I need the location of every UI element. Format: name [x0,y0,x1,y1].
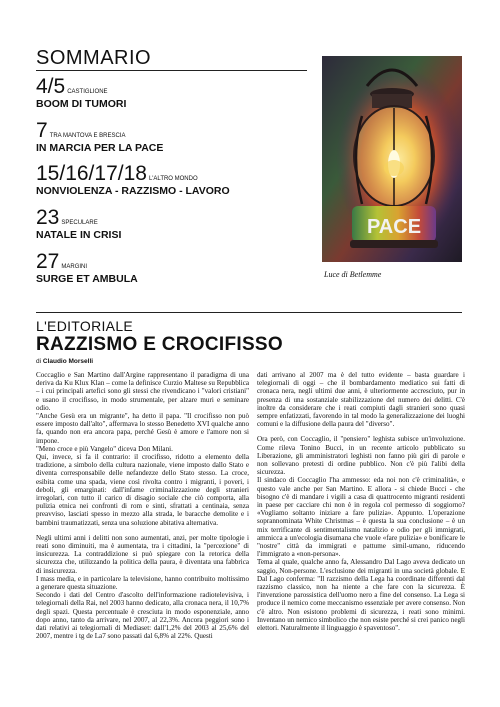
sommario-rule [36,70,307,71]
entry-headline: NONVIOLENZA - RAZZISMO - LAVORO [36,185,230,197]
lantern-photo [322,56,462,262]
paragraph: Qui, invece, si fa il contrario: il crocifisso, ridotto a elemento della tradizione, a simbolo della cultura nazionale, viene imposto dallo Stato e diventa corresponsabile delle nefandezze dello Stato stesso. La croce, esibita come una spada, viene così rivolta contro i migranti, i poveri, i deboli, gli emarginati: dall'infame criminalizzazione degli stranieri irregolari, con tutto il carico di disagio sociale che ciò comporta, alla pulizia etnica nei confronti di rom e sinti, sfrattati a centinaia, senza preavviso, lasciati spesso in mezzo alla strada, le baracche demolite e i bambini traumatizzati, senza una soluzione abitativa alternativa. [36,453,249,527]
section-label: L'EDITORIALE [36,318,134,334]
paragraph-gap [257,428,465,435]
lantern-text: PACE [366,216,422,238]
entry-location: SPECULARE [61,220,98,226]
sommario-entry[interactable] [36,120,163,154]
paragraph: "Anche Gesù era un migrante", ha detto il papa. "Il crocifisso non può essere imposto dall'alto", affermava lo stesso Benedetto XVI qualche anno fa, quando non era ancora papa, perché Gesù è amore e l'amore non si impone. [36,412,249,445]
entry-location: TRA MANTOVA E BRESCIA [49,133,126,139]
lantern-illustration [322,56,462,262]
entry-pages: 4/5 [36,75,66,98]
paragraph: dati arrivano al 2007 ma è del tutto evidente – basta guardare i telegiornali di oggi – che il bombardamento mediatico sui fatti di cronaca nera, negli ultimi due anni, è ulteriormente accresciuto, pur in presenza di una sostanziale stabilizzazione del numero dei delitti. C'è inoltre da considerare che i reati compiuti dagli stranieri sono quasi sempre enfatizzati, favorendo in tal modo la generalizzazione dei luoghi comuni e la diffusione della paura del "diverso". [257,371,465,429]
paragraph: Coccaglio e San Martino dall'Argine rappresentano il paradigma di una deriva da Ku Klux Klan – come la definisce Curzio Maltese su Repubblica – i cui principali artefici sono gli stessi che rivendicano i "valori cristiani" e usano il crocifisso, in modo strumentale, per alzare muri e seminare odio. [36,371,249,412]
byline [36,358,93,365]
article-column-left [36,371,249,641]
editoriale-rule [36,312,462,313]
paragraph: Ora però, con Coccaglio, il "pensiero" leghista subisce un'involuzione. Come rileva Tonino Bucci, in un recente articolo pubblicato su Liberazione, gli amministratori leghisti non fanno più giri di parole e non sollevano pretesti di ordine pubblico. Non c'è più l'alibi della sicurezza. [257,435,465,477]
entry-headline: BOOM DI TUMORI [36,98,127,110]
paragraph: Tema al quale, qualche anno fa, Alessandro Dal Lago aveva dedicato un saggio, Non-persone. L'esclusione dei migranti in una società globale. E Dal Lago conferma: "Il razzismo della Lega ha coordinate differenti dal razzismo classico, non ha niente a che fare con la sicurezza. È l'invenzione parossistica dell'uomo nero a fine del consenso. La Lega si produce il nemico come meccanismo essenziale per avere consenso. Non c'è altro. Non esistono problemi di sicurezza, i reati sono minimi. Inventano un nemico simbolico che non esiste perché si crei panico negli elettori. Naturalmente il linguaggio è spaventoso". [257,558,465,633]
entry-headline: SURGE ET AMBULA [36,273,138,285]
paragraph-gap [36,527,249,534]
author-name: Claudio Morselli [42,358,94,365]
entry-headline: IN MARCIA PER LA PACE [36,142,164,154]
article-column-right [257,371,465,632]
entry-location: L'ALTRO MONDO [148,176,198,182]
sommario-title: SOMMARIO [36,47,152,69]
byline-prefix: di [36,358,42,365]
entry-pages: 7 [36,119,48,142]
photo-caption: Luce di Betlemme [324,270,382,279]
entry-location: MARGINI [61,264,88,270]
sommario-entry[interactable] [36,163,230,197]
paragraph: I mass media, e in particolare la televisione, hanno contribuito moltissimo a generare questa situazione. [36,574,249,592]
entry-pages: 23 [36,206,60,229]
paragraph: Secondo i dati del Centro d'ascolto dell'informazione radiotelevisiva, i telegiornali della Rai, nel 2003 hanno dedicato, alla cronaca nera, il 10,7% degli spazi. Questa percentuale è cresciuta in modo esponenziale, anno dopo anno, tanto da arrivare, nel 2007, al 22,3%. Ancora peggiori sono i dati relativi ai telegiornali di Mediaset: dall'1,2% del 2003 al 25,6% del 2007, mentre i tg de La7 sono passati dal 6,8% al 22%. Questi [36,591,249,641]
entry-headline: NATALE IN CRISI [36,229,122,241]
paragraph: Negli ultimi anni i delitti non sono aumentati, anzi, per molte tipologie i reati sono diminuiti, ma è aumentata, tra i cittadini, la "percezione" di insicurezza. La contraddizione si può spiegare con la retorica della sicurezza che, utilizzando la politica della paura, è diventata una fabbrica di insicurezza. [36,533,249,575]
entry-pages: 15/16/17/18 [36,162,147,185]
sommario-entry[interactable] [36,251,138,285]
sommario-entry[interactable] [36,76,126,110]
entry-pages: 27 [36,250,60,273]
paragraph: Il sindaco di Coccaglio l'ha ammesso: eda noi non c'è criminalità», e questo vale anche per San Martino. E allora - si chiede Bucci - che bisogno c'è di mandare i vigili a casa di quattrocento migranti residenti in paese per cacciare chi non è in regola col permesso di soggiorno? «Vogliamo soltanto iniziare a fare pulizia». Appunto. L'operazione soprannominata White Christmas – è questa la sua conclusione – è un mix terrificante di sentimentalismo natalizio e odio per gli immigrati, ammicca a un'ecologia disumana che vuole «fare pulizia» e bonificare le "nostre" città da immigrati e pattume simil-umano, riducendo l'immigrato a «non-persona». [257,476,465,559]
entry-location: CASTIGLIONE [67,89,108,95]
editorial-title: RAZZISMO E CROCIFISSO [36,334,283,355]
paragraph: "Meno croce e più Vangelo" diceva Don Milani. [36,444,173,453]
sommario-entry[interactable] [36,207,121,241]
